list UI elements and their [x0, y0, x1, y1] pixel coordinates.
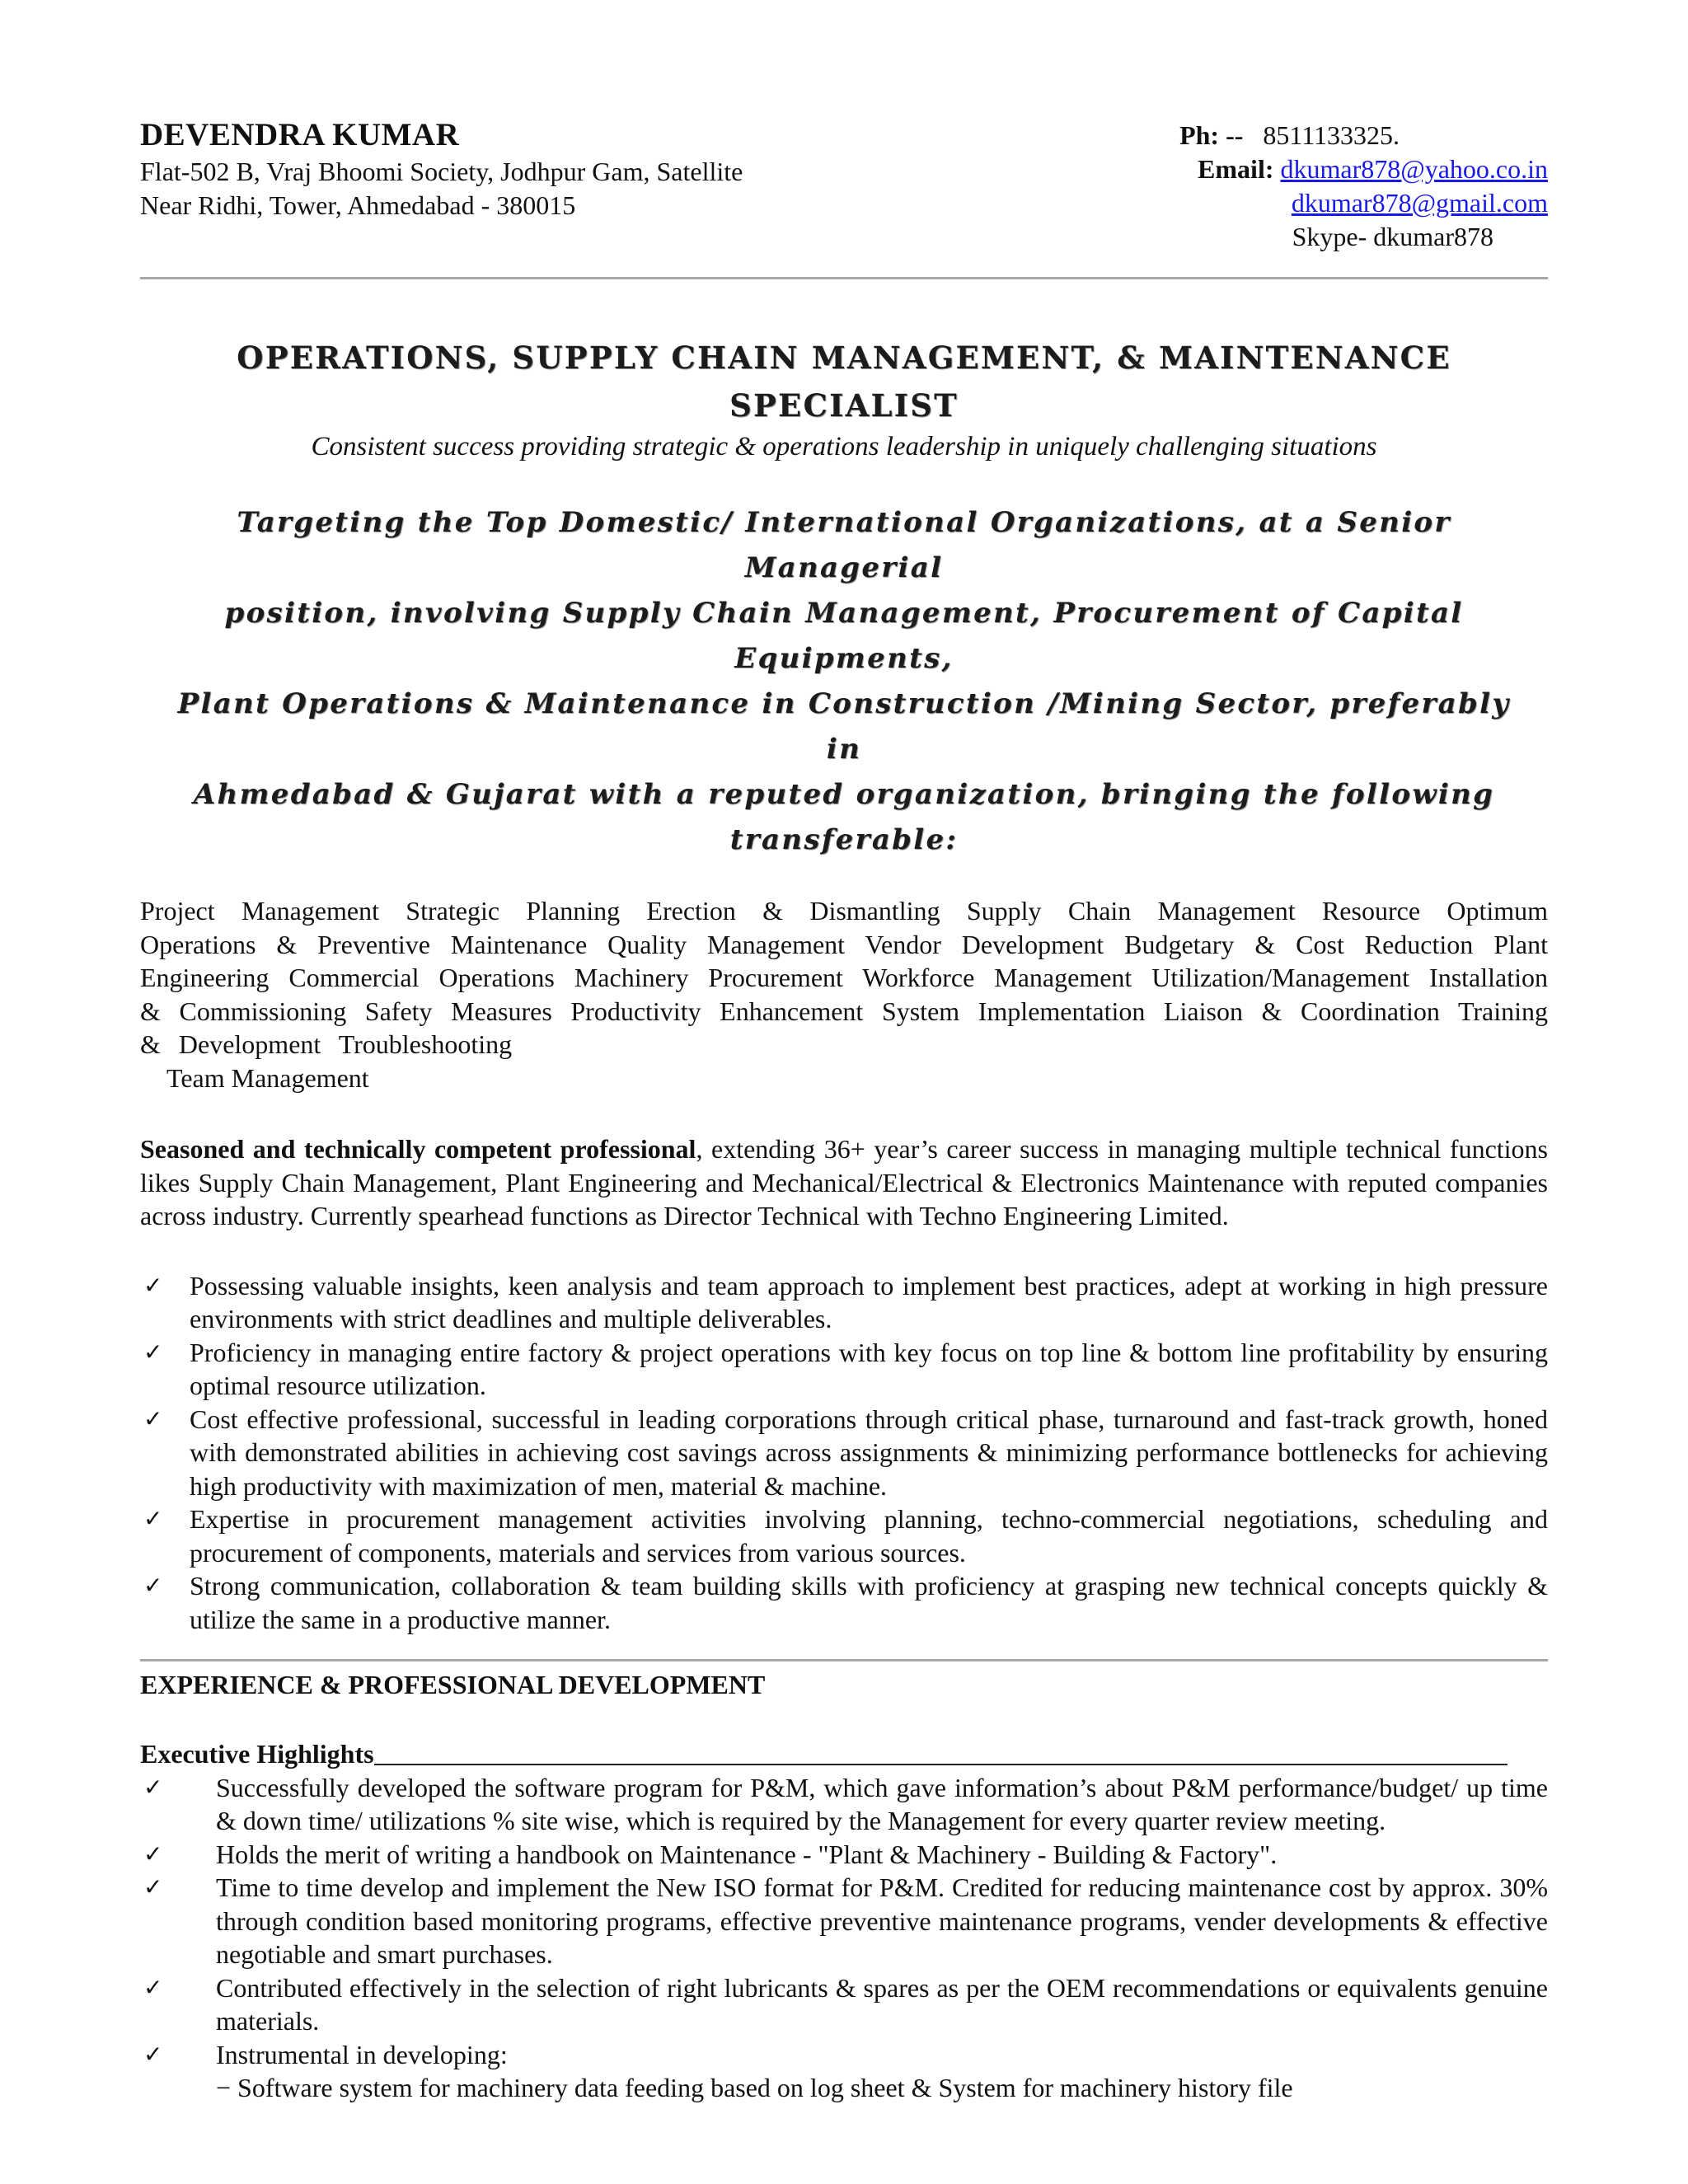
target-line-1: Targeting the Top Domestic/ International Organizations, at a Senior Managerial: [237, 506, 1451, 584]
check-icon: ✓: [143, 1873, 163, 1900]
heading-underline: [374, 1764, 1507, 1765]
list-item: ✓ Holds the merit of writing a handbook on Maintenance - "Plant & Machinery - Building & Factory".: [140, 1838, 1548, 1872]
profile-title-line-2: SPECIALIST: [729, 387, 959, 424]
email-link-yahoo[interactable]: dkumar878@yahoo.co.in: [1280, 154, 1548, 184]
check-icon: ✓: [143, 1505, 163, 1532]
executive-highlights-label: Executive Highlights: [140, 1739, 374, 1769]
address-line-2: Near Ridhi, Tower, Ahmedabad - 380015: [140, 190, 576, 220]
phone-number: 8511133325.: [1263, 120, 1400, 150]
summary-text: , extending 36+ year’s career success in managing multiple technical functions likes Supply Chain Management, Plant Engineering and Mechanical/Electrical & Electronics Maintenance with reputed companies across industry. Currently spearhead functions as Director Technical with Techno Engineering Limited.: [140, 1134, 1549, 1230]
target-line-4: Ahmedabad & Gujarat with a reputed organization, bringing the following: [193, 778, 1495, 811]
profile-title: [140, 334, 1548, 429]
section-divider: [140, 1659, 1548, 1661]
skills-text: Project Management Strategic Planning Erection & Dismantling Supply Chain Management Resource Optimum Operations & Preventive Maintenance Quality Management Vendor Development Budgetary & Cost Reduction Plant Engineering Commercial Operations Machinery Procurement Workforce Management Utilization/Management Installation & Commissioning Safety Measures Productivity Enhancement System Implementation Liaison & Coordination Training & Development Troubleshooting: [140, 896, 1548, 1059]
header-contact: [1179, 119, 1548, 254]
profile-subtitle: Consistent success providing strategic & operations leadership in uniquely challenging situations: [311, 432, 1377, 462]
check-icon: ✓: [143, 1338, 163, 1366]
list-item: ✓ Possessing valuable insights, keen analysis and team approach to implement best practices, adept at working in high pressure environments with strict deadlines and multiple deliverables.: [143, 1270, 1548, 1333]
check-icon: ✓: [143, 1840, 163, 1868]
summary-bold: Seasoned and technically competent professional: [140, 1134, 696, 1164]
target-statement: [140, 500, 1548, 863]
email-link-gmail[interactable]: dkumar878@gmail.com: [1291, 188, 1548, 218]
profile-title-line-1: OPERATIONS, SUPPLY CHAIN MANAGEMENT, & MAINTENANCE: [237, 340, 1451, 376]
list-item: ✓ Time to time develop and implement the New ISO format for P&M. Credited for reducing maintenance cost by approx. 30% through condition based monitoring programs, effective preventive maintenance programs, vender developments & effective negotiable and smart purchases.: [143, 1872, 1548, 1969]
profile-highlights: [140, 1269, 1548, 1637]
header-divider: [140, 277, 1548, 279]
resume-header: [140, 115, 1548, 269]
header-left: [140, 115, 743, 223]
executive-highlights-heading: [140, 1737, 1548, 1771]
list-item: ✓ Expertise in procurement management activities involving planning, techno-commercial negotiations, scheduling and procurement of components, materials and services from various sources.: [143, 1504, 1548, 1568]
resume-page: [140, 115, 1548, 2105]
list-item: ✓ Contributed effectively in the selection of right lubricants & spares as per the OEM recommendations or equivalents genuine materials.: [143, 1972, 1548, 2036]
check-icon: ✓: [143, 1404, 163, 1432]
check-icon: ✓: [143, 1271, 163, 1299]
target-line-3: Plant Operations & Maintenance in Construction /Mining Sector, preferably in: [177, 687, 1511, 766]
profile-summary: [140, 1132, 1548, 1233]
list-item: ✓ Proficiency in managing entire factory & project operations with key focus on top line & bottom line profitability by ensuring optimal resource utilization.: [143, 1337, 1548, 1400]
executive-highlights-list: [140, 1771, 1548, 2072]
candidate-name: DEVENDRA KUMAR: [140, 117, 460, 152]
email-label: Email:: [1198, 154, 1274, 184]
list-item: ✓ Strong communication, collaboration & team building skills with proficiency at grasping new technical concepts quickly & utilize the same in a productive manner.: [143, 1571, 1548, 1634]
skype-line: Skype- dkumar878: [1292, 222, 1493, 251]
email-line-2: [1179, 186, 1548, 220]
experience-section-title: EXPERIENCE & PROFESSIONAL DEVELOPMENT: [140, 1670, 766, 1699]
email-line: [1179, 152, 1548, 186]
target-line-2: position, involving Supply Chain Management, Procurement of Capital Equipments,: [224, 597, 1464, 675]
phone-line: [1179, 119, 1400, 152]
check-icon: ✓: [143, 1572, 163, 1599]
target-line-5: transferable:: [729, 823, 959, 856]
list-item: ✓ Instrumental in developing:: [140, 2038, 1548, 2072]
list-item: ✓ Cost effective professional, successful in leading corporations through critical phase, turnaround and fast-track growth, honed with demonstrated abilities in achieving cost savings across assignments & minimizing performance bottlenecks for achieving high productivity with maximization of men, material & machine.: [143, 1404, 1548, 1501]
address-line-1: Flat-502 B, Vraj Bhoomi Society, Jodhpur Gam, Satellite: [140, 157, 743, 186]
check-icon: ✓: [143, 1773, 163, 1801]
phone-label: Ph: --: [1179, 120, 1244, 150]
check-icon: ✓: [143, 1973, 163, 2001]
instrumental-sub-item: − Software system for machinery data feeding based on log sheet & System for machinery history file: [216, 2073, 1293, 2102]
skills-last: Team Management: [166, 1062, 369, 1093]
list-item: ✓ Successfully developed the software program for P&M, which gave information’s about P&M performance/budget/ up time & down time/ utilizations % site wise, which is required by the Management for every quarter review meeting.: [143, 1772, 1548, 1835]
check-icon: ✓: [143, 2040, 163, 2068]
skills-list: [140, 894, 1548, 1094]
